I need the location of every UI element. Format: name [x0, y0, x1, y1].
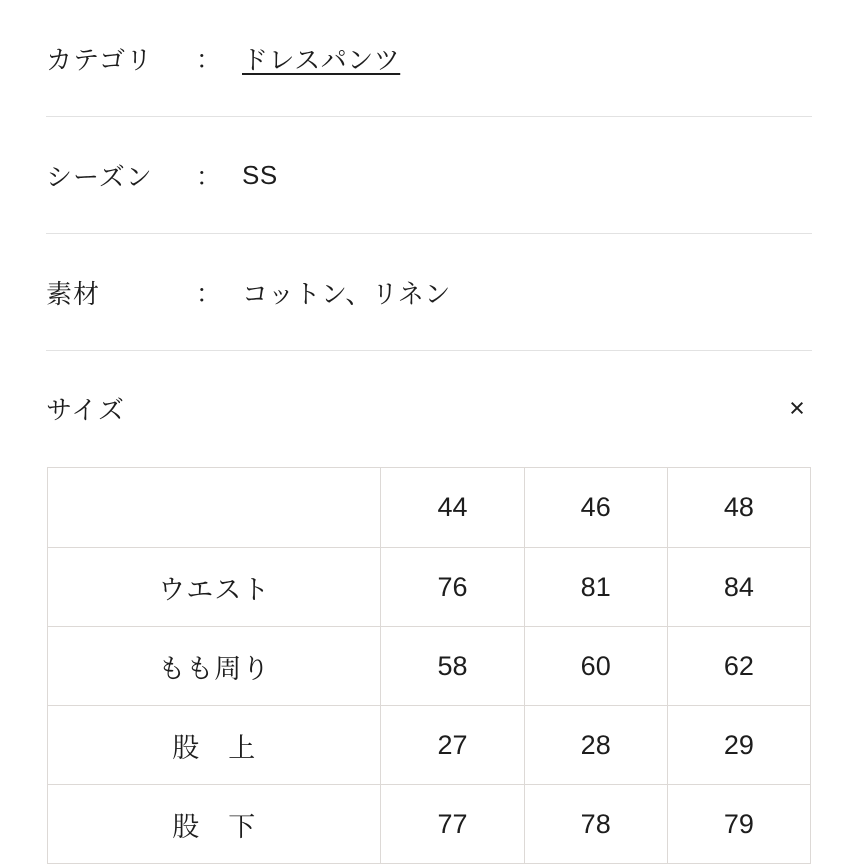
- table-cell-thigh-48: 62: [667, 627, 810, 706]
- table-col-header-44: 44: [381, 468, 524, 548]
- table-cell-rise-46: 28: [524, 706, 667, 785]
- spec-label-material: 素材: [46, 278, 101, 309]
- table-row: [48, 706, 811, 785]
- spec-value-category-link[interactable]: ドレスパンツ: [242, 44, 401, 75]
- table-cell-inseam-48: 79: [667, 785, 810, 864]
- size-table: [47, 467, 811, 864]
- table-cell-waist-46: 81: [524, 548, 667, 627]
- table-cell-thigh-46: 60: [524, 627, 667, 706]
- spec-value-season: SS: [242, 159, 278, 190]
- spec-colon-season: ：: [196, 163, 222, 191]
- table-cell-rise-48: 29: [667, 706, 810, 785]
- spec-label-category: カテゴリ: [46, 44, 153, 75]
- table-cell-inseam-44: 77: [381, 785, 524, 864]
- spec-colon-category: ：: [196, 46, 222, 74]
- table-corner-cell: [48, 468, 381, 548]
- close-icon[interactable]: ×: [789, 393, 805, 423]
- table-row-label-waist: ウエスト: [48, 548, 381, 627]
- size-section-title: サイズ: [46, 395, 125, 425]
- spec-row-material: [46, 234, 812, 351]
- table-col-header-48: 48: [667, 468, 810, 548]
- spec-row-season: [46, 117, 812, 234]
- table-cell-rise-44: 27: [381, 706, 524, 785]
- table-col-header-46: 46: [524, 468, 667, 548]
- table-cell-waist-48: 84: [667, 548, 810, 627]
- spec-label-season: シーズン: [46, 161, 153, 192]
- table-row-label-thigh: もも周り: [48, 627, 381, 706]
- spec-list: [0, 0, 858, 351]
- size-table-wrap: [0, 467, 858, 864]
- table-row-label-rise: 股 上: [48, 706, 381, 785]
- table-row: [48, 785, 811, 864]
- table-row: [48, 627, 811, 706]
- spec-colon-material: ：: [196, 280, 222, 308]
- spec-value-material: コットン、リネン: [242, 278, 451, 309]
- spec-row-category: [46, 0, 812, 117]
- table-cell-waist-44: 76: [381, 548, 524, 627]
- table-cell-thigh-44: 58: [381, 627, 524, 706]
- table-row: [48, 548, 811, 627]
- size-section-header[interactable]: [0, 351, 858, 467]
- table-row-label-inseam: 股 下: [48, 785, 381, 864]
- table-cell-inseam-46: 78: [524, 785, 667, 864]
- table-header-row: [48, 468, 811, 548]
